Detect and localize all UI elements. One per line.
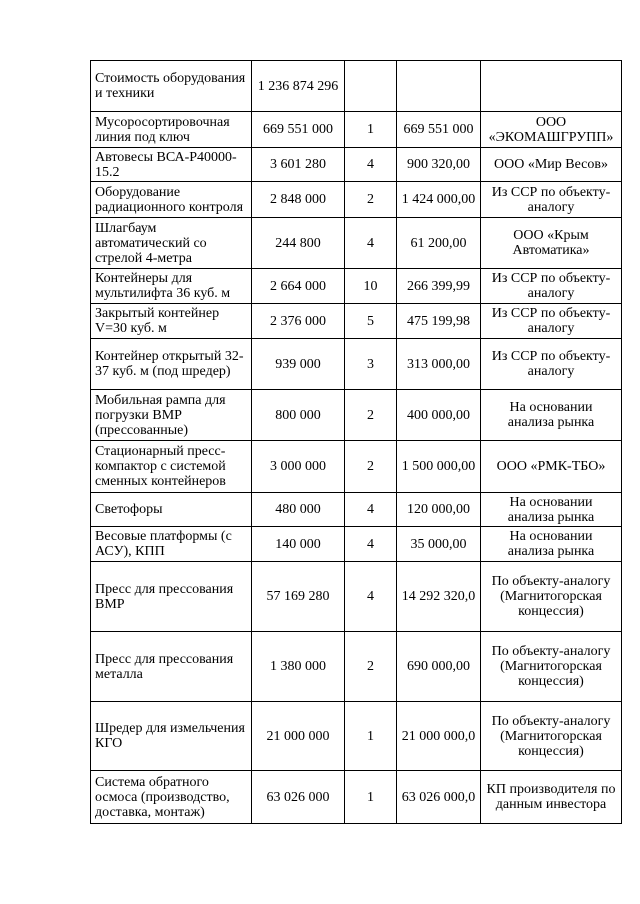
cost-cell: 3 601 280 <box>252 148 345 182</box>
source-cell: ООО «Мир Весов» <box>481 148 622 182</box>
quantity-cell <box>345 61 397 112</box>
table-row <box>91 562 622 632</box>
equipment-cost-table <box>90 60 622 824</box>
quantity-cell: 2 <box>345 182 397 218</box>
item-name-cell: Оборудование радиационного контроля <box>91 182 252 218</box>
cost-cell: 939 000 <box>252 339 345 390</box>
unit-price-cell: 1 424 000,00 <box>397 182 481 218</box>
cost-cell: 1 380 000 <box>252 632 345 702</box>
item-name-cell: Автовесы ВСА-Р40000-15.2 <box>91 148 252 182</box>
quantity-cell: 2 <box>345 441 397 493</box>
item-name-cell: Закрытый контейнер V=30 куб. м <box>91 304 252 339</box>
unit-price-cell: 21 000 000,0 <box>397 702 481 771</box>
unit-price-cell: 475 199,98 <box>397 304 481 339</box>
unit-price-cell: 63 026 000,0 <box>397 771 481 824</box>
cost-cell: 669 551 000 <box>252 112 345 148</box>
table-row <box>91 771 622 824</box>
source-cell <box>481 61 622 112</box>
cost-cell: 2 848 000 <box>252 182 345 218</box>
item-name-cell: Стоимость оборудования и техники <box>91 61 252 112</box>
unit-price-cell: 690 000,00 <box>397 632 481 702</box>
table-row <box>91 218 622 269</box>
table-row <box>91 304 622 339</box>
unit-price-cell: 400 000,00 <box>397 390 481 441</box>
cost-cell: 140 000 <box>252 527 345 562</box>
cost-cell: 1 236 874 296 <box>252 61 345 112</box>
source-cell: ООО «РМК-ТБО» <box>481 441 622 493</box>
source-cell: По объекту-аналогу (Магнитогорская концессия) <box>481 562 622 632</box>
quantity-cell: 2 <box>345 390 397 441</box>
source-cell: Из ССР по объекту-аналогу <box>481 182 622 218</box>
table-row <box>91 269 622 304</box>
source-cell: ООО «Крым Автоматика» <box>481 218 622 269</box>
quantity-cell: 1 <box>345 702 397 771</box>
item-name-cell: Шредер для измельчения КГО <box>91 702 252 771</box>
table-row <box>91 148 622 182</box>
item-name-cell: Весовые платформы (с АСУ), КПП <box>91 527 252 562</box>
cost-cell: 800 000 <box>252 390 345 441</box>
cost-cell: 480 000 <box>252 493 345 527</box>
table-row <box>91 441 622 493</box>
item-name-cell: Мобильная рампа для погрузки ВМР (прессованные) <box>91 390 252 441</box>
cost-cell: 21 000 000 <box>252 702 345 771</box>
item-name-cell: Контейнер открытый 32-37 куб. м (под шредер) <box>91 339 252 390</box>
unit-price-cell: 120 000,00 <box>397 493 481 527</box>
unit-price-cell: 669 551 000 <box>397 112 481 148</box>
quantity-cell: 4 <box>345 562 397 632</box>
quantity-cell: 4 <box>345 493 397 527</box>
cost-cell: 3 000 000 <box>252 441 345 493</box>
item-name-cell: Контейнеры для мультилифта 36 куб. м <box>91 269 252 304</box>
unit-price-cell: 1 500 000,00 <box>397 441 481 493</box>
source-cell: На основании анализа рынка <box>481 390 622 441</box>
item-name-cell: Светофоры <box>91 493 252 527</box>
quantity-cell: 5 <box>345 304 397 339</box>
table-row <box>91 527 622 562</box>
unit-price-cell <box>397 61 481 112</box>
cost-cell: 2 376 000 <box>252 304 345 339</box>
table-row <box>91 390 622 441</box>
table-row <box>91 61 622 112</box>
quantity-cell: 2 <box>345 632 397 702</box>
table-row <box>91 702 622 771</box>
source-cell: КП производителя по данным инвестора <box>481 771 622 824</box>
unit-price-cell: 266 399,99 <box>397 269 481 304</box>
source-cell: По объекту-аналогу (Магнитогорская концессия) <box>481 632 622 702</box>
quantity-cell: 4 <box>345 148 397 182</box>
source-cell: По объекту-аналогу (Магнитогорская концессия) <box>481 702 622 771</box>
source-cell: На основании анализа рынка <box>481 493 622 527</box>
item-name-cell: Шлагбаум автоматический со стрелой 4-метра <box>91 218 252 269</box>
source-cell: Из ССР по объекту-аналогу <box>481 304 622 339</box>
source-cell: ООО «ЭКОМАШГРУПП» <box>481 112 622 148</box>
cost-cell: 2 664 000 <box>252 269 345 304</box>
table-row <box>91 632 622 702</box>
source-cell: На основании анализа рынка <box>481 527 622 562</box>
table-row <box>91 182 622 218</box>
table-row <box>91 339 622 390</box>
item-name-cell: Пресс для прессования металла <box>91 632 252 702</box>
item-name-cell: Мусоросортировочная линия под ключ <box>91 112 252 148</box>
quantity-cell: 4 <box>345 527 397 562</box>
cost-cell: 63 026 000 <box>252 771 345 824</box>
source-cell: Из ССР по объекту-аналогу <box>481 269 622 304</box>
quantity-cell: 1 <box>345 771 397 824</box>
item-name-cell: Пресс для прессования ВМР <box>91 562 252 632</box>
quantity-cell: 10 <box>345 269 397 304</box>
table-row <box>91 493 622 527</box>
item-name-cell: Стационарный пресс-компактор с системой сменных контейнеров <box>91 441 252 493</box>
quantity-cell: 3 <box>345 339 397 390</box>
quantity-cell: 1 <box>345 112 397 148</box>
unit-price-cell: 61 200,00 <box>397 218 481 269</box>
cost-cell: 57 169 280 <box>252 562 345 632</box>
source-cell: Из ССР по объекту-аналогу <box>481 339 622 390</box>
unit-price-cell: 14 292 320,0 <box>397 562 481 632</box>
table-row <box>91 112 622 148</box>
quantity-cell: 4 <box>345 218 397 269</box>
unit-price-cell: 35 000,00 <box>397 527 481 562</box>
cost-cell: 244 800 <box>252 218 345 269</box>
item-name-cell: Система обратного осмоса (производство, доставка, монтаж) <box>91 771 252 824</box>
unit-price-cell: 900 320,00 <box>397 148 481 182</box>
unit-price-cell: 313 000,00 <box>397 339 481 390</box>
